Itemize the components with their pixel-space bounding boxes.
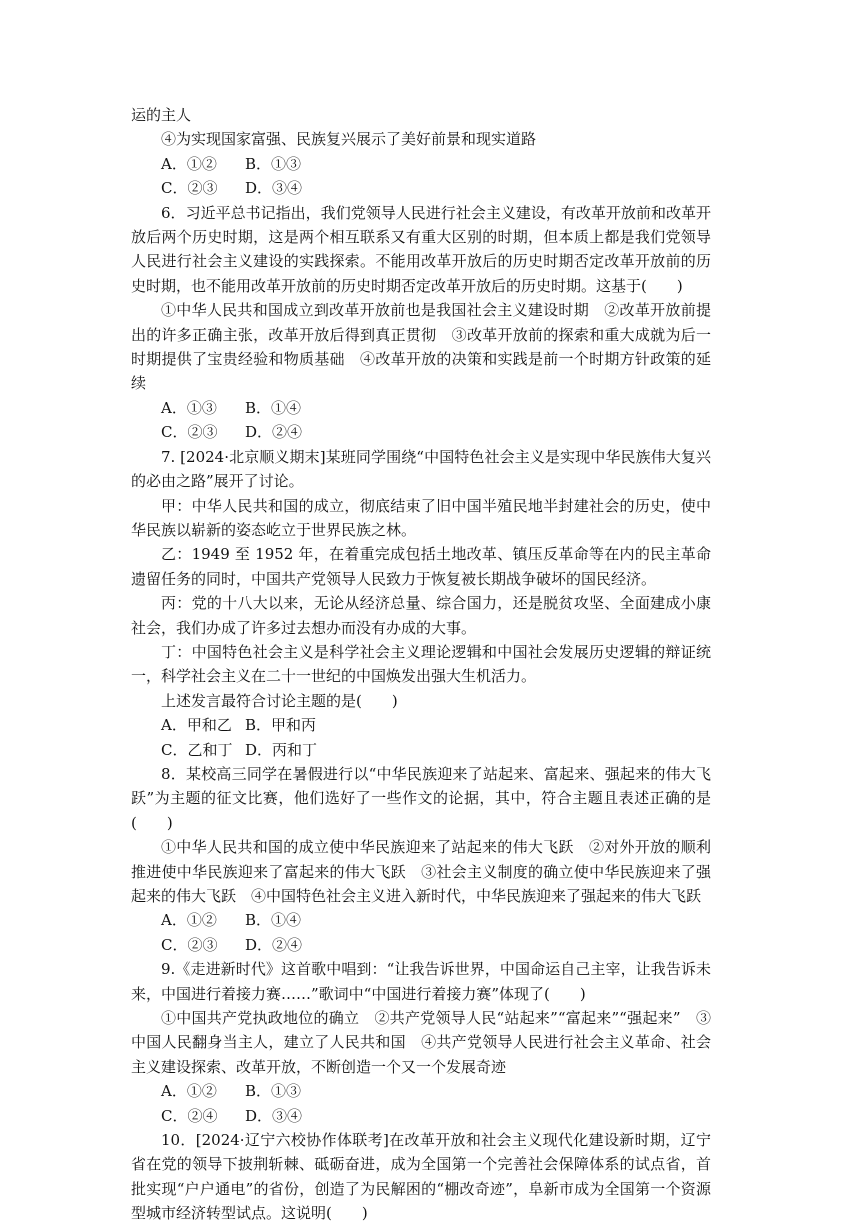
option-c: C．乙和丁 <box>161 740 233 759</box>
question-8-items: ①中华人民共和国的成立使中华民族迎来了站起来的伟大飞跃 ②对外开放的顺利推进使中华民族迎来了富起来的伟大飞跃 ③社会主义制度的确立使中华民族迎来了强起来的伟大飞跃 ④中国特色社会主义进入新时代，中华民族迎来了强起来的伟大飞跃 <box>131 838 711 905</box>
option-d: D．②④ <box>245 935 303 954</box>
answer-options <box>161 420 711 444</box>
question-7-bing: 丙：党的十八大以来，无论从经济总量、综合国力，还是脱贫攻坚、全面建成小康社会，我们办成了许多过去想办而没有办成的大事。 <box>131 594 711 637</box>
text-line: 运的主人 <box>131 106 192 124</box>
option-c: C．②④ <box>161 1106 218 1125</box>
option-d: D．③④ <box>245 1106 303 1125</box>
option-a: A．①② <box>161 911 217 930</box>
answer-options <box>161 713 711 737</box>
answer-options <box>161 933 711 957</box>
option-b: B．①③ <box>245 154 302 173</box>
option-d: D．②④ <box>245 423 303 442</box>
question-7-yi: 乙：1949 至 1952 年，在着重完成包括土地改革、镇压反革命等在内的民主革命遗留任务的同时，中国共产党领导人民致力于恢复被长期战争破坏的国民经济。 <box>131 545 711 588</box>
question-10-stem: 10．[2024·辽宁六校协作体联考]在改革开放和社会主义现代化建设新时期，辽宁省在党的领导下披荆斩棘、砥砺奋进，成为全国第一个完善社会保障体系的试点省，首批实现“户户通电”的省份，创造了为民解困的“棚改奇迹”，阜新市成为全国第一个资源型城市经济转型试点。这说明( ) <box>131 1131 711 1223</box>
option-a: A．①② <box>161 154 217 173</box>
option-c: C．②③ <box>161 423 218 442</box>
answer-options <box>161 1079 711 1103</box>
question-7-stem: 7. [2024·北京顺义期末]某班同学围绕“中国特色社会主义是实现中华民族伟大复兴的必由之路”展开了讨论。 <box>131 447 711 491</box>
answer-options <box>161 396 711 420</box>
option-c: C．②③ <box>161 179 218 198</box>
answer-options <box>161 908 711 932</box>
question-7-ding: 丁：中国特色社会主义是科学社会主义理论逻辑和中国社会发展历史逻辑的辩证统一，科学社会主义在二十一世纪的中国焕发出强大生机活力。 <box>131 642 711 686</box>
option-b: B．①③ <box>245 1082 302 1101</box>
question-7-ask: 上述发言最符合讨论主题的是( ) <box>161 691 398 710</box>
option-b: B．①④ <box>245 398 302 417</box>
option-b: B．甲和丙 <box>245 716 317 735</box>
question-9-items: ①中国共产党执政地位的确立 ②共产党领导人民“站起来”“富起来”“强起来” ③中国人民翻身当主人，建立了人民共和国 ④共产党领导人民进行社会主义革命、社会主义建设探索、改革开放，不断创造一个又一个发展奇迹 <box>131 1009 711 1076</box>
option-b: B．①④ <box>245 911 302 930</box>
option-a: A．①③ <box>161 398 217 417</box>
option-d: D．丙和丁 <box>245 740 318 759</box>
option-d: D．③④ <box>245 179 303 198</box>
answer-options <box>161 176 711 200</box>
question-9-stem: 9.《走进新时代》这首歌中唱到：“让我告诉世界，中国命运自己主宰，让我告诉未来，中国进行着接力赛……”歌词中“中国进行着接力赛”体现了( ) <box>131 960 711 1003</box>
answer-options <box>161 152 711 176</box>
question-6-stem: 6．习近平总书记指出，我们党领导人民进行社会主义建设，有改革开放前和改革开放后两个历史时期，这是两个相互联系又有重大区别的时期，但本质上都是我们党领导人民进行社会主义建设的实践探索。不能用改革开放后的历史时期否定改革开放前的历史时期，也不能用改革开放前的历史时期否定改革开放后的历史时期。这基于( ) <box>131 203 711 295</box>
answer-options <box>161 738 711 762</box>
question-7-jia: 甲：中华人民共和国的成立，彻底结束了旧中国半殖民地半封建社会的历史，使中华民族以崭新的姿态屹立于世界民族之林。 <box>131 496 711 539</box>
question-6-items: ①中华人民共和国成立到改革开放前也是我国社会主义建设时期 ②改革开放前提出的许多正确主张，改革开放后得到真正贯彻 ③改革开放前的探索和重大成就为后一时期提供了宝贵经验和物质基础 ④改革开放的决策和实践是前一个时期方针政策的延续 <box>131 301 711 393</box>
question-8-stem: 8．某校高三同学在暑假进行以“中华民族迎来了站起来、富起来、强起来的伟大飞跃”为主题的征文比赛，他们选好了一些作文的论据，其中，符合主题且表述正确的是( ) <box>131 764 711 832</box>
option-a: A．①② <box>161 1082 217 1101</box>
option-a: A．甲和乙 <box>161 716 232 735</box>
document-page <box>131 103 711 1226</box>
option-c: C．②③ <box>161 935 218 954</box>
answer-options <box>161 1104 711 1128</box>
option-item-4: ④为实现国家富强、民族复兴展示了美好前景和现实道路 <box>161 130 537 149</box>
